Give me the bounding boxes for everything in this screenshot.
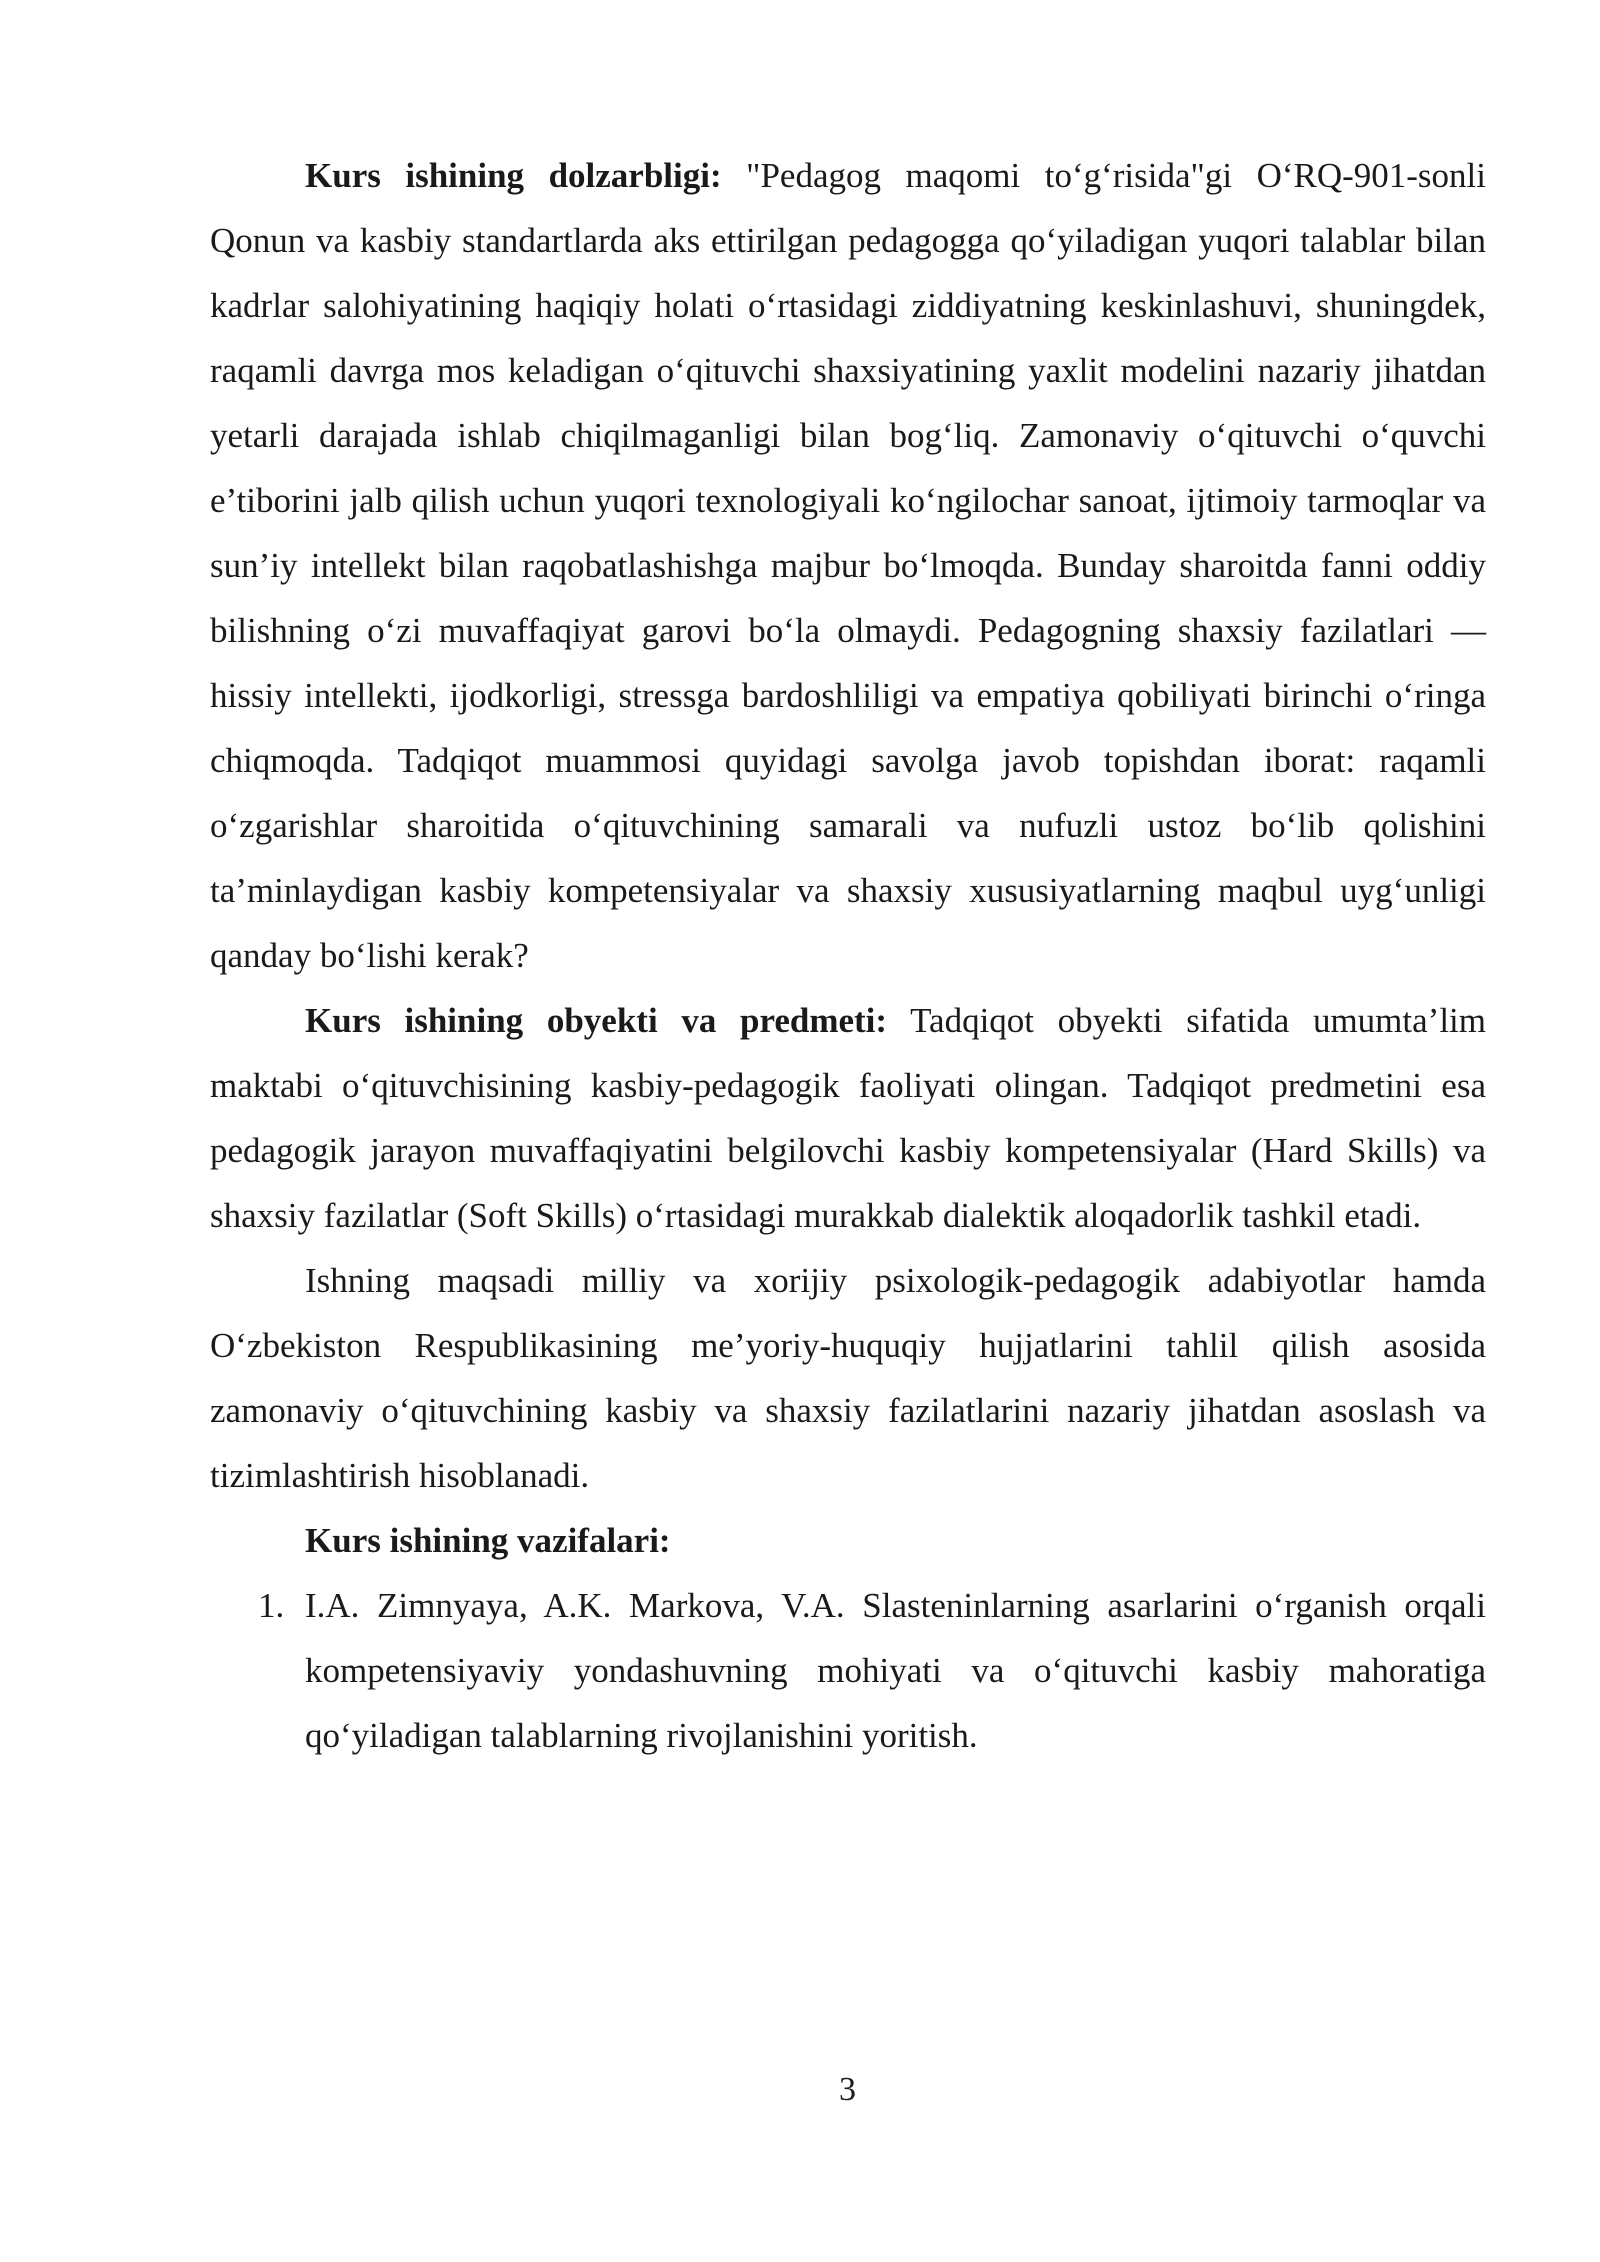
relevance-paragraph bbox=[210, 143, 1486, 988]
tasks-list bbox=[210, 1573, 1486, 1768]
object-subject-heading: Kurs ishining obyekti va predmeti: bbox=[305, 1001, 888, 1040]
relevance-text: "Pedagog maqomi to‘g‘risida"gi O‘RQ-901-sonli Qonun va kasbiy standartlarda aks ettirilgan pedagogga qo‘yiladigan yuqori talablar bilan kadrlar salohiyatining haqiqiy holati o‘rtasidagi ziddiyatning keskinlashuvi, shuningdek, raqamli davrga mos keladigan o‘qituvchi shaxsiyatining yaxlit modelini nazariy jihatdan yetarli darajada ishlab chiqilmaganligi bilan bog‘liq. Zamonaviy o‘qituvchi o‘quvchi e’tiborini jalb qilish uchun yuqori texnologiyali ko‘ngilochar sanoat, ijtimoiy tarmoqlar va sun’iy intellekt bilan raqobatlashishga majbur bo‘lmoqda. Bunday sharoitda fanni oddiy bilishning o‘zi muvaffaqiyat garovi bo‘la olmaydi. Pedagogning shaxsiy fazilatlari — hissiy intellekti, ijodkorligi, stressga bardoshliligi va empatiya qobiliyati birinchi o‘ringa chiqmoqda. Tadqiqot muammosi quyidagi savolga javob topishdan iborat: raqamli o‘zgarishlar sharoitida o‘qituvchining samarali va nufuzli ustoz bo‘lib qolishini ta’minlaydigan kasbiy kompetensiyalar va shaxsiy xususiyatlarning maqbul uyg‘unligi qanday bo‘lishi kerak? bbox=[210, 156, 1486, 975]
page-number: 3 bbox=[839, 2071, 856, 2108]
object-subject-paragraph bbox=[210, 988, 1486, 1248]
goal-paragraph: Ishning maqsadi milliy va xorijiy psixologik-pedagogik adabiyotlar hamda O‘zbekiston Respublikasining me’yoriy-huquqiy hujjatlarini tahlil qilish asosida zamonaviy o‘qituvchining kasbiy va shaxsiy fazilatlarini nazariy jihatdan asoslash va tizimlashtirish hisoblanadi. bbox=[210, 1261, 1486, 1495]
tasks-heading-paragraph bbox=[210, 1508, 1486, 1573]
object-subject-text: Tadqiqot obyekti sifatida umumta’lim maktabi o‘qituvchisining kasbiy-pedagogik faoliyati olingan. Tadqiqot predmetini esa pedagogik jarayon muvaffaqiyatini belgilovchi kasbiy kompetensiyalar (Hard Skills) va shaxsiy fazilatlar (Soft Skills) o‘rtasidagi murakkab dialektik aloqadorlik tashkil etadi. bbox=[210, 1001, 1486, 1235]
relevance-heading: Kurs ishining dolzarbligi: bbox=[305, 156, 722, 195]
task-item bbox=[210, 1573, 1486, 1768]
task-text: I.A. Zimnyaya, A.K. Markova, V.A. Slasteninlarning asarlarini o‘rganish orqali kompetensiyaviy yondashuvning mohiyati va o‘qituvchi kasbiy mahoratiga qo‘yiladigan talablarning rivojlanishini yoritish. bbox=[305, 1586, 1486, 1755]
document-body bbox=[210, 143, 1486, 1768]
tasks-heading: Kurs ishining vazifalari: bbox=[305, 1521, 671, 1560]
task-number: 1. bbox=[258, 1586, 285, 1625]
